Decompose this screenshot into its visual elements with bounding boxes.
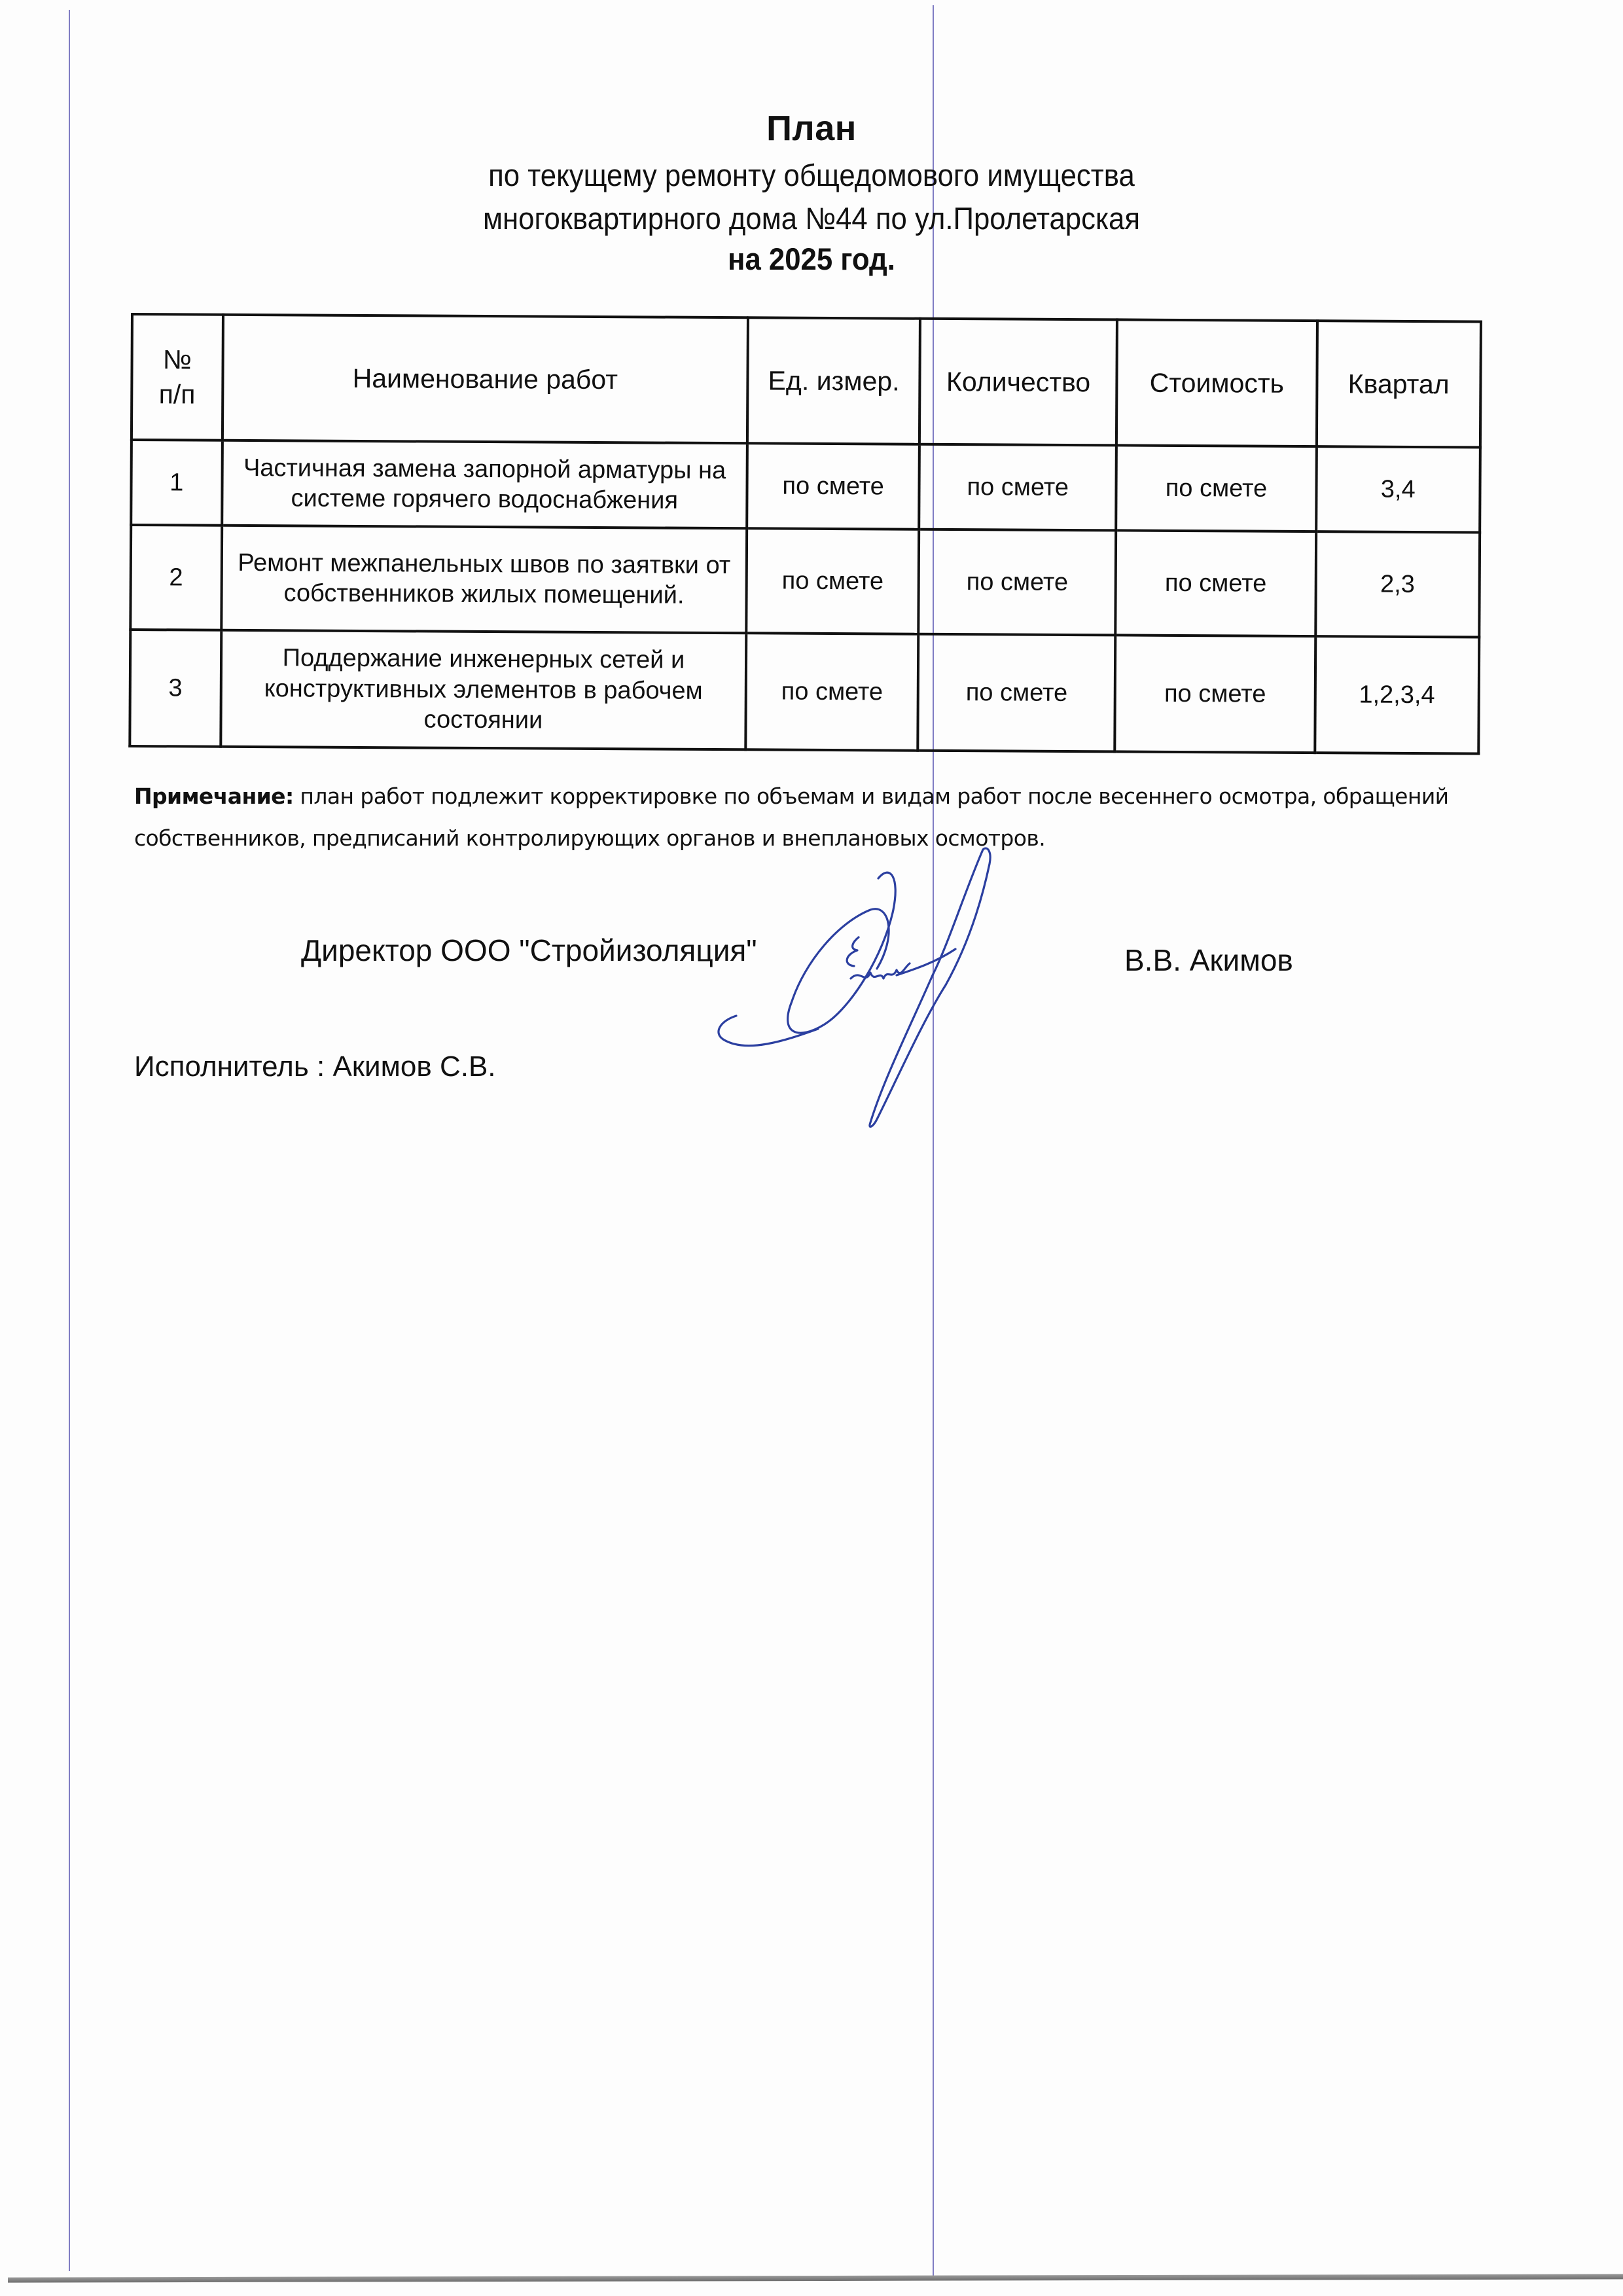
director-name: В.В. Акимов xyxy=(1124,943,1293,977)
header-cost: Стоимость xyxy=(1116,319,1317,446)
scan-bottom-edge xyxy=(8,2274,1623,2282)
header-quantity: Количество xyxy=(919,319,1117,446)
cell-work-name: Частичная замена запорной арматуры на системе горячего водоснабжения xyxy=(222,440,748,528)
director-title: Директор ООО "Стройизоляция" xyxy=(301,933,757,967)
cell-number: 3 xyxy=(130,630,221,747)
header-work-name: Наименование работ xyxy=(222,315,748,443)
cell-quantity: по смете xyxy=(919,444,1116,531)
cell-quarter: 1,2,3,4 xyxy=(1315,636,1479,753)
cell-quantity: по смете xyxy=(918,529,1116,636)
handwritten-signature xyxy=(674,844,1093,1132)
header-quarter: Квартал xyxy=(1316,321,1481,447)
document-year: на 2025 год. xyxy=(728,242,895,276)
header-number-sign: № xyxy=(162,344,192,375)
scan-artifact-line xyxy=(69,10,70,2271)
cell-number: 1 xyxy=(131,440,222,526)
cell-work-name: Ремонт межпанельных швов по заятвки от собственников жилых помещений. xyxy=(221,526,747,633)
header-number xyxy=(132,314,223,440)
table-row xyxy=(130,525,1480,637)
repair-plan-table xyxy=(128,313,1482,755)
document-subtitle-line-2: многоквартирного дома №44 по ул.Пролетарская xyxy=(482,201,1141,236)
note-text: план работ подлежит корректировке по объемам и видам работ после весеннего осмотра, обращений собственников, предписаний контролирующих органов и внеплановых осмотров. xyxy=(134,783,1449,851)
document-subtitle-line-1: по текущему ремонту общедомового имущества xyxy=(488,158,1135,192)
cell-unit: по смете xyxy=(746,633,919,750)
document-title: План xyxy=(766,109,857,148)
header-number-pp: п/п xyxy=(158,379,196,410)
cell-quantity: по смете xyxy=(918,634,1115,752)
cell-work-name: Поддержание инженерных сетей и конструктивных элементов в рабочем состоянии xyxy=(221,630,747,749)
cell-cost: по смете xyxy=(1116,530,1316,636)
cell-quarter: 3,4 xyxy=(1316,446,1480,532)
header-unit: Ед. измер. xyxy=(747,317,920,444)
cell-cost: по смете xyxy=(1115,635,1315,753)
table-row xyxy=(131,440,1480,533)
table-header-row xyxy=(132,314,1481,448)
table-row xyxy=(130,630,1479,754)
executor-line: Исполнитель : Акимов С.В. xyxy=(134,1050,496,1083)
cell-unit: по смете xyxy=(747,443,919,529)
cell-number: 2 xyxy=(130,525,221,630)
cell-unit: по смете xyxy=(747,528,919,634)
note-label: Примечание: xyxy=(134,783,294,809)
cell-quarter: 2,3 xyxy=(1315,531,1480,637)
cell-cost: по смете xyxy=(1116,445,1317,531)
